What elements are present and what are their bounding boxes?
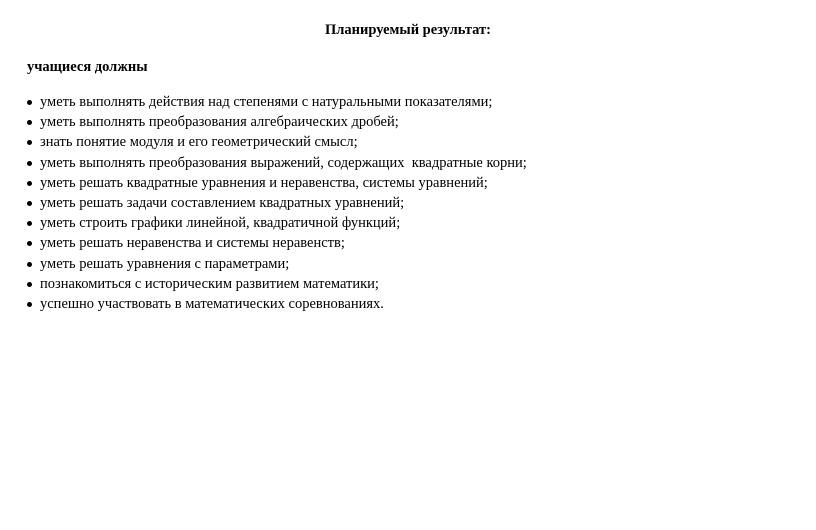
bullet-icon bbox=[27, 140, 32, 145]
list-item bbox=[27, 132, 527, 152]
bullet-icon bbox=[27, 201, 32, 206]
bullet-icon bbox=[27, 302, 32, 307]
results-list bbox=[27, 92, 527, 314]
bullet-icon bbox=[27, 241, 32, 246]
bullet-icon bbox=[27, 282, 32, 287]
list-item-text: познакомиться с историческим развитием математики; bbox=[40, 275, 379, 292]
list-item bbox=[27, 233, 527, 253]
list-item bbox=[27, 274, 527, 294]
list-item bbox=[27, 213, 527, 233]
list-item bbox=[27, 112, 527, 132]
list-item-text: уметь строить графики линейной, квадратичной функций; bbox=[40, 215, 401, 232]
list-item bbox=[27, 173, 527, 193]
list-item-text: уметь решать задачи составлением квадратных уравнений; bbox=[40, 194, 405, 211]
list-item-text: уметь выполнять преобразования выражений, содержащих квадратные корни; bbox=[40, 154, 527, 171]
list-item-text: уметь решать квадратные уравнения и неравенства, системы уравнений; bbox=[40, 174, 488, 191]
list-item-text: успешно участвовать в математических соревнованиях. bbox=[40, 295, 384, 312]
list-item-text: уметь выполнять действия над степенями с натуральными показателями; bbox=[40, 94, 493, 110]
list-item-text: уметь выполнять преобразования алгебраических дробей; bbox=[40, 114, 399, 131]
list-item bbox=[27, 193, 527, 213]
list-item bbox=[27, 254, 527, 274]
page-title: Планируемый результат: bbox=[325, 22, 491, 38]
bullet-icon bbox=[27, 181, 32, 186]
list-item bbox=[27, 153, 527, 173]
list-item bbox=[27, 294, 527, 314]
bullet-icon bbox=[27, 262, 32, 267]
list-item-text: уметь решать уравнения с параметрами; bbox=[40, 255, 290, 272]
bullet-icon bbox=[27, 100, 32, 105]
list-item bbox=[27, 92, 527, 112]
bullet-icon bbox=[27, 161, 32, 166]
section-subtitle: учащиеся должны bbox=[27, 59, 148, 75]
bullet-icon bbox=[27, 221, 32, 226]
bullet-icon bbox=[27, 120, 32, 125]
list-item-text: уметь решать неравенства и системы неравенств; bbox=[40, 235, 345, 252]
list-item-text: знать понятие модуля и его геометрический смысл; bbox=[40, 134, 358, 151]
